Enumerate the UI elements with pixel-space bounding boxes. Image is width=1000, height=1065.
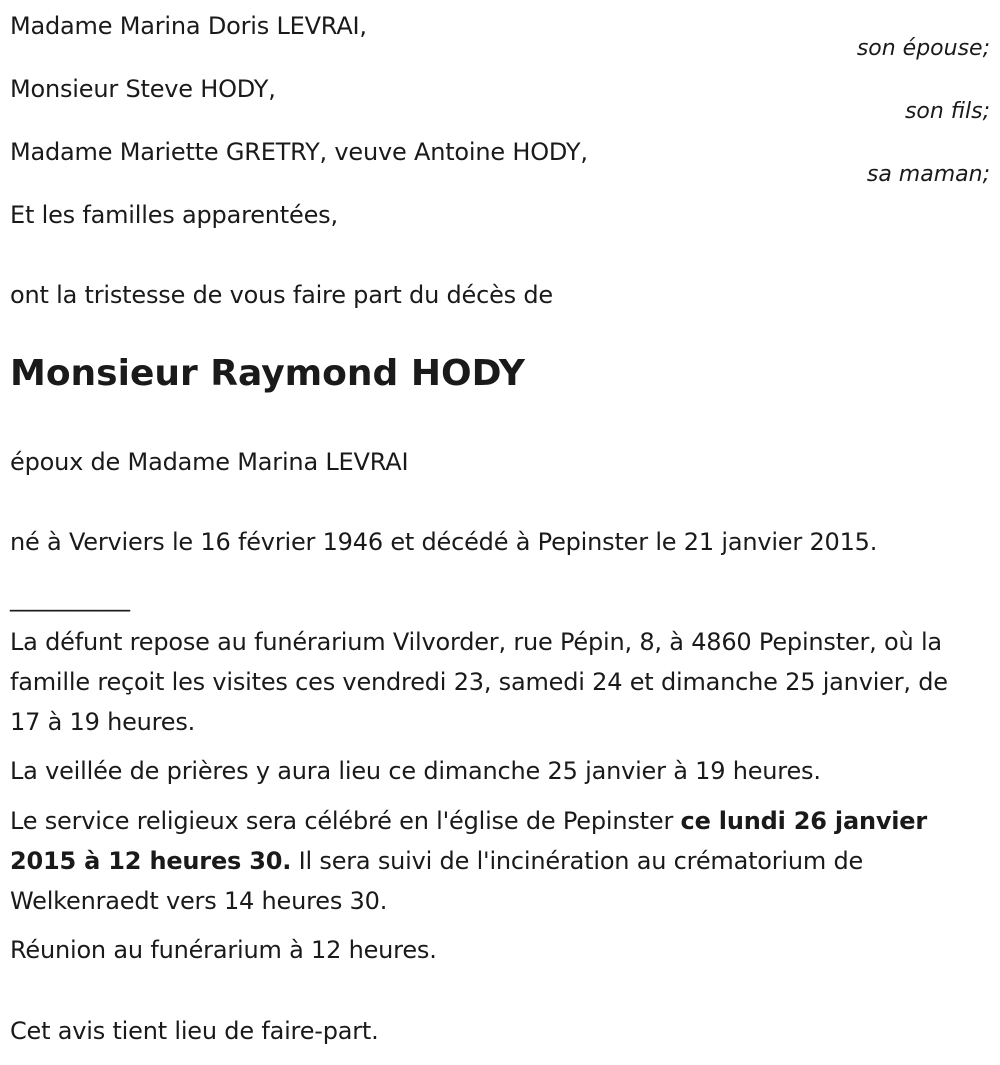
family-member-name: Madame Mariette GRETRY, veuve Antoine HODY, [10,138,588,166]
family-member-name: Et les familles apparentées, [10,201,338,229]
service-text-before: Le service religieux sera célébré en l'église de Pepinster [10,807,681,835]
family-member-relation: son épouse; [856,36,990,61]
spouse-line: époux de Madame Marina LEVRAI [10,448,409,476]
family-member-name: Monsieur Steve HODY, [10,75,276,103]
announcement-text: ont la tristesse de vous faire part du décès de [10,281,553,309]
service-paragraph [10,801,985,921]
vigil-paragraph: La veillée de prières y aura lieu ce dimanche 25 janvier à 19 heures. [10,757,821,785]
birth-death-line: né à Verviers le 16 février 1946 et décédé à Pepinster le 21 janvier 2015. [10,528,878,556]
closing-line: Cet avis tient lieu de faire-part. [10,1017,379,1045]
deceased-name: Monsieur Raymond HODY [10,353,525,394]
visitation-paragraph: La défunt repose au funérarium Vilvorder, rue Pépin, 8, à 4860 Pepinster, où la famille reçoit les visites ces vendredi 23, samedi 24 et dimanche 25 janvier, de 17 à 19 heures. [10,628,948,736]
family-member-relation: sa maman; [866,162,990,187]
reunion-paragraph: Réunion au funérarium à 12 heures. [10,936,437,964]
service-text-after: Il sera suivi de l'incinération au crématorium de Welkenraedt vers 14 heures 30. [10,847,864,915]
section-divider: __________ [10,584,130,612]
family-member-name: Madame Marina Doris LEVRAI, [10,12,367,40]
family-member-relation: son fils; [904,99,990,124]
service-date-bold: ce lundi 26 janvier 2015 à 12 heures 30. [10,807,928,875]
